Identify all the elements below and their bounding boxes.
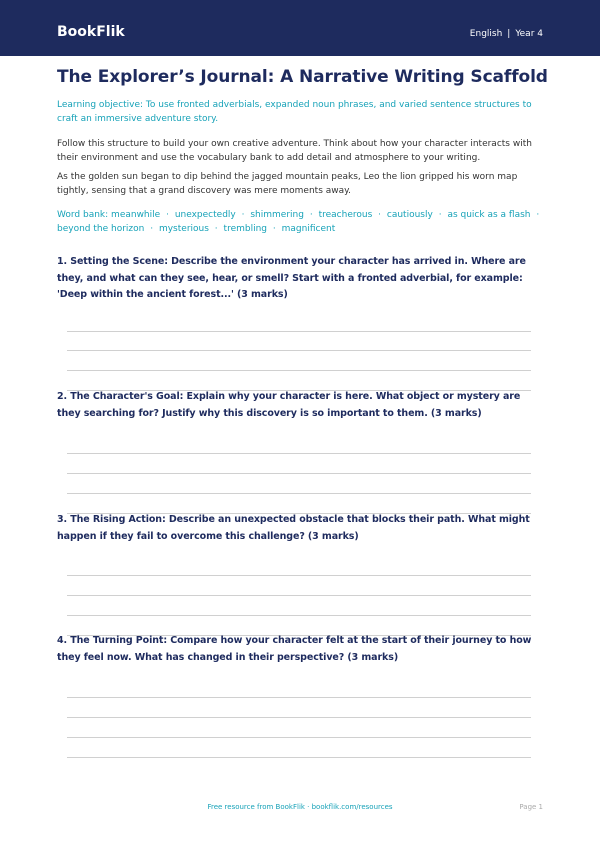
question-3: 3. The Rising Action: Describe an unexpected obstacle that blocks their path. What might happen if they fail to overcome this challenge? (3 marks) [57,514,530,542]
question-4: 4. The Turning Point: Compare how your character felt at the start of their journey to how they feel now. What has changed in their perspective? (3 marks) [57,635,532,663]
word-bank-item: unexpectedly [174,210,236,220]
page-title: The Explorer’s Journal: A Narrative Writing Scaffold [57,67,548,87]
word-bank-item: meanwhile [111,210,161,220]
year-label: Year 4 [515,29,543,39]
answer-line[interactable] [67,697,531,698]
answer-line[interactable] [67,737,531,738]
header-meta [470,27,543,41]
word-bank-item: trembling [223,223,268,234]
header-separator: | [507,29,511,39]
answer-line[interactable] [67,331,531,332]
word-bank-item: mysterious [158,223,209,234]
answer-line[interactable] [67,595,531,596]
answer-line[interactable] [67,493,531,494]
question-1: 1. Setting the Scene: Describe the environment your character has arrived in. Where are they, and what can they see, hear, or smell? Start with a fronted adverbial, for example: 'Deep within the ancient forest...' (3 marks) [57,256,526,300]
example-paragraph: As the golden sun began to dip behind the jagged mountain peaks, Leo the lion gripped his worn map tightly, sensing that a grand discovery was mere moments away. [57,172,518,196]
question-2: 2. The Character's Goal: Explain why your character is here. What object or mystery are they searching for? Justify why this discovery is so important to them. (3 marks) [57,391,521,419]
word-bank-item: beyond the horizon [57,223,145,234]
answer-line[interactable] [67,615,531,616]
word-bank-item: treacherous [318,210,373,220]
answer-line[interactable] [67,757,531,758]
word-separator: · [166,210,169,220]
word-bank [57,209,545,236]
word-separator: · [536,210,540,220]
answer-line[interactable] [67,350,531,351]
word-bank-item: magnificent [281,223,336,234]
word-separator: · [378,210,382,220]
word-separator: · [272,223,276,234]
word-bank-item: shimmering [250,210,304,220]
answer-line[interactable] [67,473,531,474]
word-separator: · [438,210,442,220]
word-separator: · [309,210,313,220]
subject-label: English [469,29,503,39]
word-separator: · [150,223,154,234]
intro-paragraph: Follow this structure to build your own creative adventure. Think about how your character interacts with their environment and use the vocabulary bank to add detail and atmosphere to your writing. [57,139,532,163]
answer-line[interactable] [67,453,531,454]
brand-logo[interactable]: BookFlik [57,24,125,40]
word-bank-label: Word bank: [57,210,109,220]
word-bank-item: cautiously [386,210,433,220]
answer-line[interactable] [67,717,531,718]
page-header [0,0,600,56]
word-bank-words [57,210,542,234]
footer-link[interactable]: Free resource from BookFlik · bookflik.com/resources [207,803,393,811]
answer-line[interactable] [67,370,531,371]
page-number: Page 1 [519,803,543,811]
word-separator: · [241,210,245,220]
word-separator: · [214,223,218,234]
word-bank-item: as quick as a flash [447,210,531,220]
answer-line[interactable] [67,575,531,576]
learning-objective: Learning objective: To use fronted adverbials, expanded noun phrases, and varied sentence structures to craft an immersive adventure story. [57,100,532,124]
